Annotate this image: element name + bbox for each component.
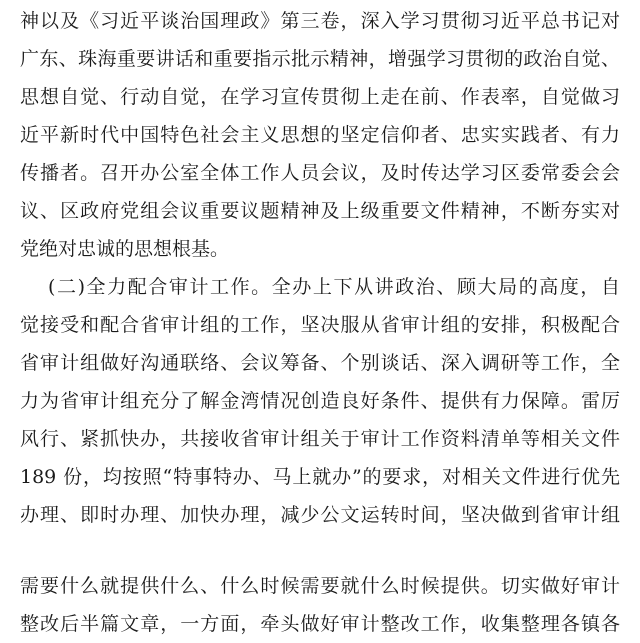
- text-line: 议、区政府党组会议重要议题精神及上级重要文件精神，不断夯实对: [20, 200, 620, 222]
- text-line: 办理、即时办理、加快办理，减少公文运转时间，坚决做到省审计组: [20, 504, 620, 526]
- text-line: 思想自觉、行动自觉，在学习宣传贯彻上走在前、作表率，自觉做习: [20, 86, 620, 108]
- text-line: 广东、珠海重要讲话和重要指示批示精神，增强学习贯彻的政治自觉、: [20, 48, 620, 70]
- text-line: 近平新时代中国特色社会主义思想的坚定信仰者、忠实实践者、有力: [20, 124, 620, 146]
- text-line: 神以及《习近平谈治国理政》第三卷，深入学习贯彻习近平总书记对: [20, 10, 620, 32]
- text-line: 传播者。召开办公室全体工作人员会议，及时传达学习区委常委会会: [20, 162, 620, 184]
- text-line: 觉接受和配合省审计组的工作，坚决服从省审计组的安排，积极配合: [20, 314, 620, 336]
- text-line: 风行、紧抓快办，共接收省审计组关于审计工作资料清单等相关文件: [20, 428, 620, 450]
- text-line: 力为省审计组充分了解金湾情况创造良好条件、提供有力保障。雷厉: [20, 390, 620, 412]
- text-line: 整改后半篇文章，一方面，牵头做好审计整改工作，收集整理各镇各: [20, 613, 620, 635]
- document-text: [20, 2, 620, 643]
- text-line: (二)全力配合审计工作。全办上下从讲政治、顾大局的高度，自: [48, 276, 620, 298]
- text-line: 省审计组做好沟通联络、会议筹备、个别谈话、深入调研等工作，全: [20, 352, 620, 374]
- text-line: 需要什么就提供什么、什么时候需要就什么时候提供。切实做好审计: [20, 575, 620, 597]
- text-line: 党绝对忠诚的思想根基。: [20, 238, 230, 260]
- text-line: 189 份，均按照“特事特办、马上就办”的要求，对相关文件进行优先: [20, 466, 620, 488]
